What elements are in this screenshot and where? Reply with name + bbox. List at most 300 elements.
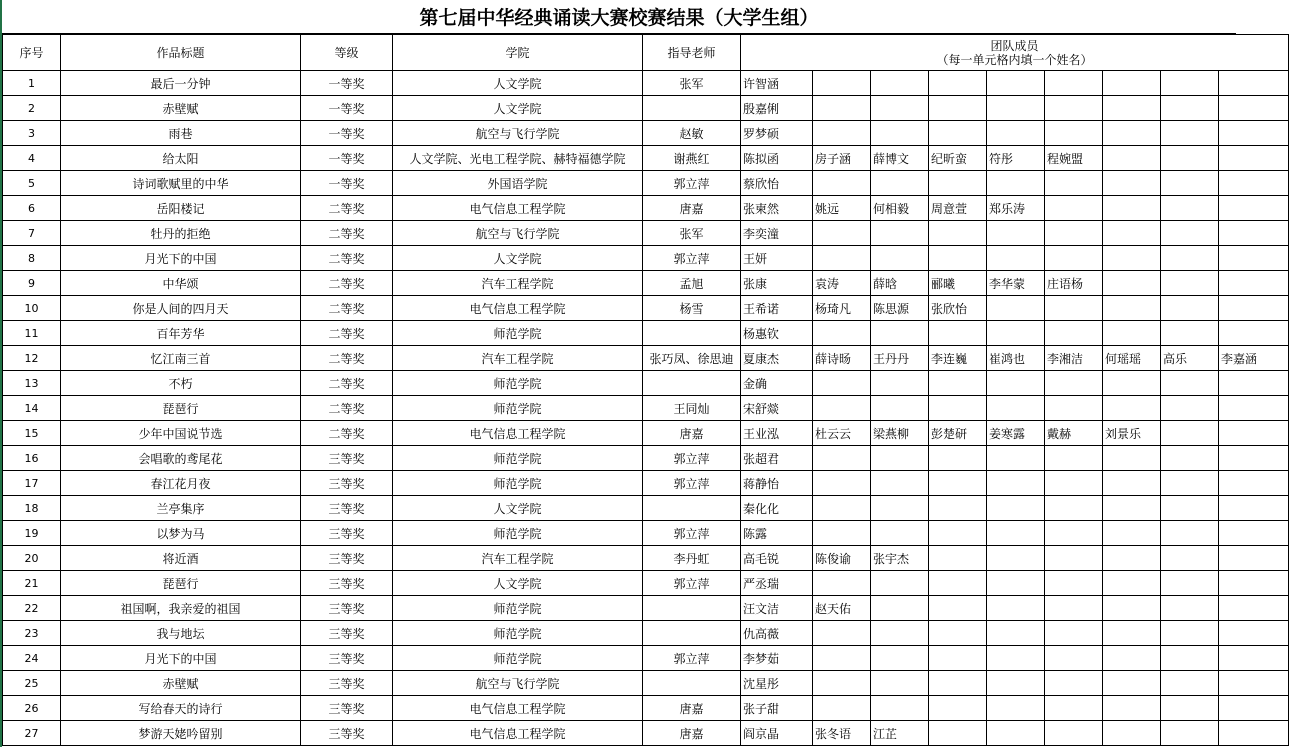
cell-member-1[interactable]: 李奕潼 (741, 221, 813, 246)
cell-member-3[interactable] (871, 221, 929, 246)
cell-member-5[interactable]: 姜寒露 (987, 421, 1045, 446)
cell-member-3[interactable] (871, 121, 929, 146)
cell-member-9[interactable]: 李嘉涵 (1219, 346, 1289, 371)
cell-member-9[interactable] (1219, 321, 1289, 346)
cell-member-5[interactable] (987, 571, 1045, 596)
cell-grade[interactable]: 二等奖 (301, 371, 393, 396)
cell-grade[interactable]: 三等奖 (301, 496, 393, 521)
cell-member-8[interactable] (1161, 196, 1219, 221)
cell-member-3[interactable]: 陈思源 (871, 296, 929, 321)
cell-member-2[interactable]: 张冬语 (813, 721, 871, 746)
cell-member-3[interactable] (871, 571, 929, 596)
cell-teacher[interactable]: 郭立萍 (643, 471, 741, 496)
cell-seq[interactable]: 17 (3, 471, 61, 496)
cell-member-9[interactable] (1219, 221, 1289, 246)
cell-member-2[interactable]: 姚远 (813, 196, 871, 221)
cell-member-5[interactable] (987, 121, 1045, 146)
cell-member-3[interactable] (871, 371, 929, 396)
cell-member-9[interactable] (1219, 371, 1289, 396)
cell-member-2[interactable] (813, 521, 871, 546)
cell-member-8[interactable] (1161, 171, 1219, 196)
cell-member-5[interactable] (987, 646, 1045, 671)
cell-member-1[interactable]: 汪文洁 (741, 596, 813, 621)
cell-member-6[interactable] (1045, 371, 1103, 396)
cell-grade[interactable]: 三等奖 (301, 696, 393, 721)
cell-teacher[interactable]: 唐嘉 (643, 721, 741, 746)
cell-member-8[interactable] (1161, 321, 1219, 346)
cell-member-8[interactable] (1161, 221, 1219, 246)
cell-member-6[interactable] (1045, 321, 1103, 346)
cell-work-title[interactable]: 忆江南三首 (61, 346, 301, 371)
cell-grade[interactable]: 三等奖 (301, 721, 393, 746)
cell-member-6[interactable] (1045, 496, 1103, 521)
cell-college[interactable]: 师范学院 (393, 371, 643, 396)
cell-member-9[interactable] (1219, 96, 1289, 121)
cell-work-title[interactable]: 琵琶行 (61, 571, 301, 596)
cell-member-5[interactable] (987, 246, 1045, 271)
cell-member-8[interactable] (1161, 596, 1219, 621)
cell-member-4[interactable] (929, 71, 987, 96)
cell-work-title[interactable]: 我与地坛 (61, 621, 301, 646)
cell-member-8[interactable] (1161, 371, 1219, 396)
cell-member-1[interactable]: 秦化化 (741, 496, 813, 521)
cell-seq[interactable]: 15 (3, 421, 61, 446)
cell-member-5[interactable] (987, 621, 1045, 646)
cell-college[interactable]: 外国语学院 (393, 171, 643, 196)
cell-grade[interactable]: 二等奖 (301, 321, 393, 346)
cell-member-6[interactable]: 程婉盟 (1045, 146, 1103, 171)
cell-member-7[interactable] (1103, 721, 1161, 746)
cell-member-2[interactable] (813, 571, 871, 596)
cell-member-9[interactable] (1219, 596, 1289, 621)
cell-work-title[interactable]: 会唱歌的鸢尾花 (61, 446, 301, 471)
cell-member-1[interactable]: 张子甜 (741, 696, 813, 721)
cell-work-title[interactable]: 雨巷 (61, 121, 301, 146)
cell-member-4[interactable]: 周意萱 (929, 196, 987, 221)
cell-teacher[interactable]: 王同灿 (643, 396, 741, 421)
cell-college[interactable]: 电气信息工程学院 (393, 296, 643, 321)
cell-member-3[interactable]: 何相毅 (871, 196, 929, 221)
cell-member-9[interactable] (1219, 246, 1289, 271)
cell-member-1[interactable]: 张柬然 (741, 196, 813, 221)
cell-member-7[interactable] (1103, 371, 1161, 396)
cell-grade[interactable]: 一等奖 (301, 71, 393, 96)
cell-member-4[interactable] (929, 471, 987, 496)
cell-member-1[interactable]: 蒋静怡 (741, 471, 813, 496)
cell-member-4[interactable]: 李连巍 (929, 346, 987, 371)
cell-seq[interactable]: 26 (3, 696, 61, 721)
cell-member-2[interactable]: 袁涛 (813, 271, 871, 296)
cell-member-8[interactable] (1161, 71, 1219, 96)
cell-member-1[interactable]: 陈露 (741, 521, 813, 546)
cell-member-9[interactable] (1219, 296, 1289, 321)
cell-member-2[interactable] (813, 71, 871, 96)
cell-member-9[interactable] (1219, 546, 1289, 571)
cell-member-2[interactable] (813, 446, 871, 471)
cell-member-2[interactable] (813, 396, 871, 421)
cell-grade[interactable]: 三等奖 (301, 621, 393, 646)
cell-member-3[interactable] (871, 521, 929, 546)
cell-member-5[interactable] (987, 471, 1045, 496)
cell-member-5[interactable] (987, 221, 1045, 246)
cell-member-6[interactable] (1045, 446, 1103, 471)
cell-member-3[interactable]: 薛晗 (871, 271, 929, 296)
cell-college[interactable]: 汽车工程学院 (393, 346, 643, 371)
cell-member-3[interactable]: 张宇杰 (871, 546, 929, 571)
cell-teacher[interactable]: 唐嘉 (643, 196, 741, 221)
cell-grade[interactable]: 三等奖 (301, 521, 393, 546)
cell-member-3[interactable] (871, 471, 929, 496)
cell-teacher[interactable] (643, 496, 741, 521)
cell-member-5[interactable] (987, 521, 1045, 546)
cell-member-8[interactable] (1161, 96, 1219, 121)
cell-member-8[interactable] (1161, 121, 1219, 146)
cell-member-8[interactable] (1161, 571, 1219, 596)
cell-member-5[interactable] (987, 171, 1045, 196)
cell-teacher[interactable] (643, 96, 741, 121)
cell-member-4[interactable]: 彭楚研 (929, 421, 987, 446)
cell-member-1[interactable]: 沈星彤 (741, 671, 813, 696)
cell-seq[interactable]: 12 (3, 346, 61, 371)
cell-college[interactable]: 人文学院 (393, 71, 643, 96)
cell-member-8[interactable] (1161, 471, 1219, 496)
header-team-members[interactable] (741, 35, 1289, 71)
cell-grade[interactable]: 二等奖 (301, 271, 393, 296)
cell-college[interactable]: 师范学院 (393, 446, 643, 471)
cell-teacher[interactable]: 唐嘉 (643, 696, 741, 721)
cell-seq[interactable]: 25 (3, 671, 61, 696)
header-work-title[interactable]: 作品标题 (61, 35, 301, 71)
cell-member-4[interactable] (929, 521, 987, 546)
cell-teacher[interactable]: 郭立萍 (643, 646, 741, 671)
cell-member-6[interactable] (1045, 671, 1103, 696)
cell-college[interactable]: 师范学院 (393, 471, 643, 496)
cell-teacher[interactable]: 张军 (643, 221, 741, 246)
cell-member-4[interactable] (929, 221, 987, 246)
cell-member-1[interactable]: 许智涵 (741, 71, 813, 96)
cell-college[interactable]: 人文学院 (393, 96, 643, 121)
cell-member-1[interactable]: 仇高薇 (741, 621, 813, 646)
cell-member-5[interactable] (987, 546, 1045, 571)
cell-member-9[interactable] (1219, 196, 1289, 221)
cell-member-7[interactable] (1103, 171, 1161, 196)
cell-member-6[interactable] (1045, 121, 1103, 146)
cell-member-2[interactable] (813, 321, 871, 346)
cell-member-7[interactable] (1103, 121, 1161, 146)
cell-member-4[interactable] (929, 371, 987, 396)
cell-seq[interactable]: 3 (3, 121, 61, 146)
cell-member-5[interactable]: 崔鸿也 (987, 346, 1045, 371)
cell-seq[interactable]: 20 (3, 546, 61, 571)
cell-member-4[interactable] (929, 721, 987, 746)
cell-member-5[interactable] (987, 596, 1045, 621)
cell-member-9[interactable] (1219, 671, 1289, 696)
cell-member-9[interactable] (1219, 471, 1289, 496)
cell-teacher[interactable]: 张军 (643, 71, 741, 96)
cell-member-5[interactable] (987, 496, 1045, 521)
cell-grade[interactable]: 二等奖 (301, 221, 393, 246)
cell-work-title[interactable]: 牡丹的拒绝 (61, 221, 301, 246)
cell-member-7[interactable] (1103, 546, 1161, 571)
cell-member-6[interactable] (1045, 621, 1103, 646)
cell-member-2[interactable]: 赵天佑 (813, 596, 871, 621)
cell-member-2[interactable]: 薛诗旸 (813, 346, 871, 371)
cell-grade[interactable]: 一等奖 (301, 171, 393, 196)
cell-work-title[interactable]: 赤壁赋 (61, 671, 301, 696)
cell-member-8[interactable] (1161, 671, 1219, 696)
cell-member-9[interactable] (1219, 446, 1289, 471)
cell-grade[interactable]: 一等奖 (301, 121, 393, 146)
cell-member-7[interactable] (1103, 246, 1161, 271)
cell-member-1[interactable]: 王妍 (741, 246, 813, 271)
cell-member-6[interactable] (1045, 171, 1103, 196)
cell-member-3[interactable] (871, 71, 929, 96)
cell-member-8[interactable] (1161, 696, 1219, 721)
cell-member-2[interactable]: 房子涵 (813, 146, 871, 171)
cell-grade[interactable]: 三等奖 (301, 571, 393, 596)
cell-seq[interactable]: 7 (3, 221, 61, 246)
cell-member-7[interactable] (1103, 196, 1161, 221)
cell-member-1[interactable]: 陈拟函 (741, 146, 813, 171)
cell-member-4[interactable] (929, 546, 987, 571)
cell-college[interactable]: 人文学院、光电工程学院、赫特福德学院 (393, 146, 643, 171)
cell-member-6[interactable]: 李湘洁 (1045, 346, 1103, 371)
cell-member-6[interactable] (1045, 71, 1103, 96)
cell-work-title[interactable]: 不朽 (61, 371, 301, 396)
cell-seq[interactable]: 2 (3, 96, 61, 121)
cell-member-2[interactable] (813, 121, 871, 146)
cell-member-4[interactable]: 郦曦 (929, 271, 987, 296)
cell-member-4[interactable] (929, 696, 987, 721)
cell-member-9[interactable] (1219, 621, 1289, 646)
cell-work-title[interactable]: 最后一分钟 (61, 71, 301, 96)
cell-work-title[interactable]: 写给春天的诗行 (61, 696, 301, 721)
cell-member-7[interactable] (1103, 471, 1161, 496)
cell-member-9[interactable] (1219, 646, 1289, 671)
cell-member-3[interactable] (871, 96, 929, 121)
cell-member-3[interactable] (871, 321, 929, 346)
cell-college[interactable]: 电气信息工程学院 (393, 421, 643, 446)
cell-member-8[interactable] (1161, 271, 1219, 296)
header-teacher[interactable]: 指导老师 (643, 35, 741, 71)
cell-member-9[interactable] (1219, 521, 1289, 546)
cell-member-1[interactable]: 罗梦硕 (741, 121, 813, 146)
cell-teacher[interactable]: 赵敏 (643, 121, 741, 146)
cell-member-6[interactable] (1045, 296, 1103, 321)
cell-member-7[interactable] (1103, 221, 1161, 246)
cell-grade[interactable]: 一等奖 (301, 96, 393, 121)
cell-member-1[interactable]: 王希诺 (741, 296, 813, 321)
cell-teacher[interactable]: 杨雪 (643, 296, 741, 321)
cell-work-title[interactable]: 将近酒 (61, 546, 301, 571)
cell-seq[interactable]: 16 (3, 446, 61, 471)
cell-teacher[interactable]: 谢燕红 (643, 146, 741, 171)
cell-seq[interactable]: 13 (3, 371, 61, 396)
cell-member-1[interactable]: 严丞瑞 (741, 571, 813, 596)
cell-member-7[interactable] (1103, 271, 1161, 296)
cell-member-3[interactable]: 江芷 (871, 721, 929, 746)
cell-seq[interactable]: 24 (3, 646, 61, 671)
cell-member-3[interactable] (871, 246, 929, 271)
cell-member-8[interactable] (1161, 546, 1219, 571)
cell-member-9[interactable] (1219, 396, 1289, 421)
cell-member-5[interactable] (987, 371, 1045, 396)
cell-member-9[interactable] (1219, 121, 1289, 146)
cell-work-title[interactable]: 月光下的中国 (61, 646, 301, 671)
cell-member-4[interactable] (929, 596, 987, 621)
cell-member-3[interactable] (871, 596, 929, 621)
cell-teacher[interactable]: 郭立萍 (643, 446, 741, 471)
cell-member-8[interactable] (1161, 146, 1219, 171)
cell-member-9[interactable] (1219, 496, 1289, 521)
cell-member-5[interactable]: 郑乐涛 (987, 196, 1045, 221)
cell-seq[interactable]: 6 (3, 196, 61, 221)
cell-member-8[interactable] (1161, 446, 1219, 471)
cell-member-9[interactable] (1219, 696, 1289, 721)
cell-teacher[interactable]: 郭立萍 (643, 171, 741, 196)
cell-member-4[interactable] (929, 571, 987, 596)
cell-member-7[interactable] (1103, 71, 1161, 96)
cell-grade[interactable]: 三等奖 (301, 646, 393, 671)
cell-member-1[interactable]: 宋舒燚 (741, 396, 813, 421)
cell-college[interactable]: 电气信息工程学院 (393, 721, 643, 746)
cell-college[interactable]: 师范学院 (393, 321, 643, 346)
cell-member-4[interactable] (929, 496, 987, 521)
cell-work-title[interactable]: 给太阳 (61, 146, 301, 171)
cell-member-5[interactable] (987, 671, 1045, 696)
cell-work-title[interactable]: 祖国啊，我亲爱的祖国 (61, 596, 301, 621)
cell-work-title[interactable]: 梦游天姥吟留别 (61, 721, 301, 746)
cell-member-3[interactable] (871, 671, 929, 696)
cell-member-8[interactable] (1161, 621, 1219, 646)
cell-grade[interactable]: 三等奖 (301, 596, 393, 621)
cell-seq[interactable]: 1 (3, 71, 61, 96)
cell-college[interactable]: 师范学院 (393, 396, 643, 421)
cell-grade[interactable]: 一等奖 (301, 146, 393, 171)
cell-college[interactable]: 人文学院 (393, 246, 643, 271)
cell-member-1[interactable]: 殷嘉俐 (741, 96, 813, 121)
cell-college[interactable]: 人文学院 (393, 496, 643, 521)
cell-work-title[interactable]: 岳阳楼记 (61, 196, 301, 221)
cell-member-5[interactable]: 李华蒙 (987, 271, 1045, 296)
cell-teacher[interactable] (643, 621, 741, 646)
cell-work-title[interactable]: 兰亭集序 (61, 496, 301, 521)
cell-member-8[interactable] (1161, 521, 1219, 546)
cell-member-7[interactable] (1103, 496, 1161, 521)
cell-member-5[interactable] (987, 696, 1045, 721)
cell-college[interactable]: 师范学院 (393, 521, 643, 546)
cell-member-4[interactable]: 纪昕蛮 (929, 146, 987, 171)
cell-teacher[interactable]: 唐嘉 (643, 421, 741, 446)
cell-teacher[interactable]: 张巧凤、徐思迪 (643, 346, 741, 371)
cell-member-3[interactable] (871, 396, 929, 421)
cell-grade[interactable]: 三等奖 (301, 546, 393, 571)
cell-member-7[interactable]: 何瑶瑶 (1103, 346, 1161, 371)
cell-member-7[interactable] (1103, 521, 1161, 546)
cell-college[interactable]: 航空与飞行学院 (393, 121, 643, 146)
cell-member-9[interactable] (1219, 271, 1289, 296)
cell-member-2[interactable]: 杜云云 (813, 421, 871, 446)
cell-seq[interactable]: 21 (3, 571, 61, 596)
cell-member-1[interactable]: 蔡欣怡 (741, 171, 813, 196)
cell-member-2[interactable] (813, 246, 871, 271)
cell-member-4[interactable] (929, 646, 987, 671)
cell-member-9[interactable] (1219, 421, 1289, 446)
cell-member-8[interactable] (1161, 296, 1219, 321)
cell-member-6[interactable] (1045, 571, 1103, 596)
cell-member-8[interactable] (1161, 496, 1219, 521)
cell-seq[interactable]: 4 (3, 146, 61, 171)
header-seq[interactable]: 序号 (3, 35, 61, 71)
cell-teacher[interactable] (643, 321, 741, 346)
cell-member-3[interactable] (871, 646, 929, 671)
cell-member-2[interactable] (813, 621, 871, 646)
cell-member-4[interactable] (929, 621, 987, 646)
cell-member-3[interactable] (871, 621, 929, 646)
cell-member-5[interactable] (987, 446, 1045, 471)
cell-member-6[interactable] (1045, 96, 1103, 121)
cell-teacher[interactable] (643, 596, 741, 621)
cell-teacher[interactable] (643, 671, 741, 696)
cell-work-title[interactable]: 赤壁赋 (61, 96, 301, 121)
cell-college[interactable]: 航空与飞行学院 (393, 221, 643, 246)
cell-member-5[interactable] (987, 396, 1045, 421)
cell-college[interactable]: 电气信息工程学院 (393, 196, 643, 221)
cell-seq[interactable]: 14 (3, 396, 61, 421)
cell-member-4[interactable] (929, 671, 987, 696)
cell-member-7[interactable] (1103, 596, 1161, 621)
cell-member-3[interactable]: 王丹丹 (871, 346, 929, 371)
cell-member-7[interactable] (1103, 321, 1161, 346)
cell-member-6[interactable] (1045, 196, 1103, 221)
cell-member-7[interactable] (1103, 671, 1161, 696)
cell-member-7[interactable] (1103, 621, 1161, 646)
cell-member-2[interactable] (813, 646, 871, 671)
cell-member-6[interactable] (1045, 721, 1103, 746)
cell-member-1[interactable]: 张超君 (741, 446, 813, 471)
cell-member-3[interactable]: 梁燕柳 (871, 421, 929, 446)
cell-teacher[interactable]: 郭立萍 (643, 521, 741, 546)
cell-member-3[interactable] (871, 696, 929, 721)
cell-grade[interactable]: 二等奖 (301, 396, 393, 421)
cell-work-title[interactable]: 百年芳华 (61, 321, 301, 346)
cell-member-1[interactable]: 杨惠钦 (741, 321, 813, 346)
cell-teacher[interactable] (643, 371, 741, 396)
cell-member-4[interactable]: 张欣怡 (929, 296, 987, 321)
cell-member-2[interactable] (813, 696, 871, 721)
cell-seq[interactable]: 27 (3, 721, 61, 746)
cell-member-7[interactable] (1103, 446, 1161, 471)
cell-member-2[interactable] (813, 471, 871, 496)
cell-work-title[interactable]: 春江花月夜 (61, 471, 301, 496)
cell-member-4[interactable] (929, 96, 987, 121)
cell-seq[interactable]: 8 (3, 246, 61, 271)
cell-grade[interactable]: 二等奖 (301, 196, 393, 221)
cell-college[interactable]: 电气信息工程学院 (393, 696, 643, 721)
cell-member-6[interactable] (1045, 471, 1103, 496)
cell-member-9[interactable] (1219, 721, 1289, 746)
cell-member-9[interactable] (1219, 571, 1289, 596)
cell-member-6[interactable] (1045, 521, 1103, 546)
cell-seq[interactable]: 11 (3, 321, 61, 346)
header-grade[interactable]: 等级 (301, 35, 393, 71)
cell-work-title[interactable]: 月光下的中国 (61, 246, 301, 271)
cell-member-8[interactable] (1161, 646, 1219, 671)
cell-member-6[interactable] (1045, 546, 1103, 571)
cell-member-7[interactable] (1103, 96, 1161, 121)
cell-member-6[interactable] (1045, 396, 1103, 421)
cell-grade[interactable]: 三等奖 (301, 671, 393, 696)
